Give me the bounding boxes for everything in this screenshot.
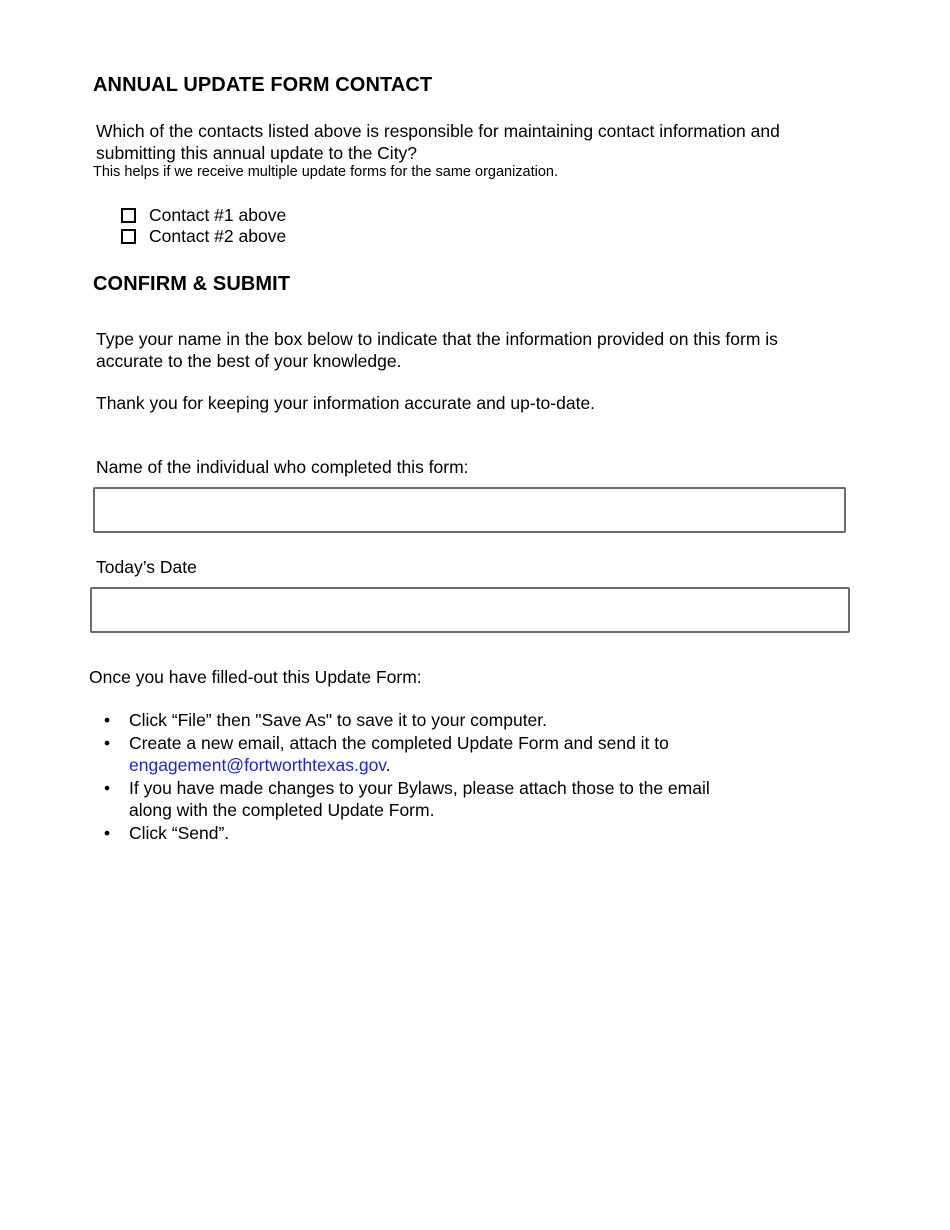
bullet-icon: • bbox=[104, 822, 111, 843]
step-email-line1: Create a new email, attach the completed Update Form and send it to bbox=[129, 732, 669, 753]
engagement-email-link[interactable]: engagement@fortworthtexas.gov bbox=[129, 755, 386, 775]
contact-2-option[interactable] bbox=[121, 226, 286, 247]
list-item bbox=[89, 709, 789, 732]
submission-intro: Once you have filled-out this Update Form: bbox=[89, 667, 422, 687]
date-field-label: Today’s Date bbox=[96, 557, 197, 577]
contact-1-option[interactable] bbox=[121, 205, 286, 226]
annual-update-helper-text: This helps if we receive multiple update forms for the same organization. bbox=[93, 164, 559, 180]
contact-2-label: Contact #2 above bbox=[149, 226, 287, 246]
annual-update-question-line2: submitting this annual update to the City? bbox=[96, 143, 418, 163]
contact-2-checkbox[interactable] bbox=[121, 229, 136, 244]
name-field-label: Name of the individual who completed this form: bbox=[96, 457, 469, 477]
confirm-instruction-line1: Type your name in the box below to indicate that the information provided on this form is bbox=[96, 329, 778, 349]
confirm-instruction bbox=[96, 328, 778, 372]
step-bylaws-line2: along with the completed Update Form. bbox=[129, 800, 435, 820]
list-item bbox=[89, 732, 789, 777]
bullet-icon: • bbox=[104, 710, 111, 730]
bullet-icon: • bbox=[104, 777, 111, 798]
bullet-icon: • bbox=[104, 732, 111, 753]
contact-1-checkbox[interactable] bbox=[121, 208, 136, 223]
list-item bbox=[89, 777, 789, 822]
contact-1-label: Contact #1 above bbox=[149, 205, 287, 225]
confirm-submit-heading: CONFIRM & SUBMIT bbox=[93, 273, 291, 295]
step-save-as: Click “File” then "Save As" to save it to your computer. bbox=[129, 710, 548, 730]
step-bylaws-line1: If you have made changes to your Bylaws, please attach those to the email bbox=[129, 777, 710, 798]
annual-update-question-line1: Which of the contacts listed above is responsible for maintaining contact information and bbox=[96, 121, 780, 141]
step-send: Click “Send”. bbox=[129, 822, 230, 843]
list-item bbox=[89, 822, 789, 845]
date-input[interactable] bbox=[90, 587, 850, 633]
submission-steps-list bbox=[89, 709, 789, 844]
step-email-period: . bbox=[385, 755, 391, 775]
name-input[interactable] bbox=[93, 487, 846, 533]
annual-update-question bbox=[96, 120, 780, 164]
confirm-instruction-line2: accurate to the best of your knowledge. bbox=[96, 351, 402, 371]
thank-you-text: Thank you for keeping your information accurate and up-to-date. bbox=[96, 393, 596, 413]
annual-update-heading: ANNUAL UPDATE FORM CONTACT bbox=[93, 74, 433, 96]
